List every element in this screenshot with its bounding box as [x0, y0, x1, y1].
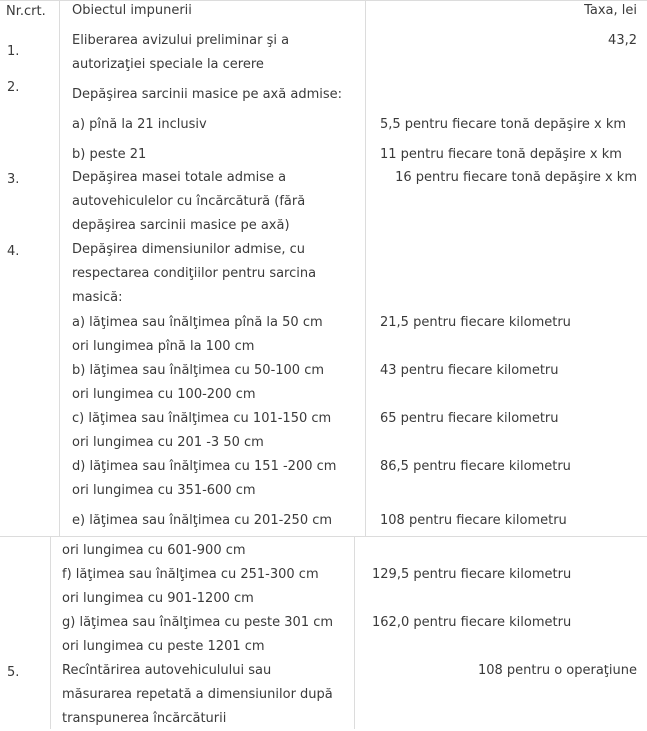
row-tax: 21,5 pentru fiecare kilometru: [380, 315, 571, 330]
row-object-line: f) lăţimea sau înălţimea cu 251-300 cm: [62, 567, 319, 582]
row-tax: 5,5 pentru fiecare tonă depăşire x km: [380, 117, 627, 132]
row-number: 2.: [7, 80, 20, 95]
row-object-line: c) lăţimea sau înălţimea cu 101-150 cm: [72, 411, 332, 426]
column-divider: [354, 536, 355, 729]
row-object-line: depăşirea sarcinii masice pe axă): [72, 218, 290, 233]
row-tax: 43 pentru fiecare kilometru: [380, 363, 559, 378]
column-divider: [365, 0, 366, 536]
row-object-line: respectarea condiţiilor pentru sarcina: [72, 266, 317, 281]
column-divider: [59, 0, 60, 536]
row-tax: 65 pentru fiecare kilometru: [380, 411, 559, 426]
row-object-line: masică:: [72, 290, 123, 305]
row-object-line: măsurarea repetată a dimensiunilor după: [62, 687, 333, 702]
row-object-line: a) pînă la 21 inclusiv: [72, 117, 207, 132]
row-tax: 162,0 pentru fiecare kilometru: [372, 615, 572, 630]
row-tax: 16 pentru fiecare tonă depăşire x km: [395, 170, 637, 185]
row-object-line: ori lungimea cu 901-1200 cm: [62, 591, 254, 606]
row-tax: 43,2: [608, 33, 637, 48]
row-object-line: ori lungimea cu 351-600 cm: [72, 483, 256, 498]
header-nr: Nr.crt.: [6, 4, 46, 19]
table-break-line: [0, 536, 647, 537]
row-object-line: b) peste 21: [72, 147, 147, 162]
row-tax: 108 pentru fiecare kilometru: [380, 513, 567, 528]
row-tax: 108 pentru o operaţiune: [477, 663, 637, 678]
row-object-line: autovehiculelor cu încărcătură (fără: [72, 194, 306, 209]
row-tax: 86,5 pentru fiecare kilometru: [380, 459, 571, 474]
row-object-line: d) lăţimea sau înălţimea cu 151 -200 cm: [72, 459, 337, 474]
row-object-line: b) lăţimea sau înălţimea cu 50-100 cm: [72, 363, 325, 378]
row-object-line: transpunerea încărcăturii: [62, 711, 227, 726]
row-tax: 129,5 pentru fiecare kilometru: [372, 567, 572, 582]
row-number: 5.: [7, 665, 20, 680]
row-number: 4.: [7, 244, 20, 259]
row-object-line: a) lăţimea sau înălţimea pînă la 50 cm: [72, 315, 323, 330]
row-tax: 11 pentru fiecare tonă depăşire x km: [380, 147, 622, 162]
row-object-line: ori lungimea pînă la 100 cm: [72, 339, 255, 354]
row-object-line: g) lăţimea sau înălţimea cu peste 301 cm: [62, 615, 334, 630]
row-object-line: ori lungimea cu 201 -3 50 cm: [72, 435, 264, 450]
row-object-line: Eliberarea avizului preliminar şi a: [72, 33, 290, 48]
row-object-line: ori lungimea cu peste 1201 cm: [62, 639, 265, 654]
row-object-line: Depăşirea sarcinii masice pe axă admise:: [72, 87, 342, 102]
row-number: 3.: [7, 172, 20, 187]
header-obiect: Obiectul impunerii: [72, 3, 192, 18]
column-divider: [50, 536, 51, 729]
row-object-line: Depăşirea masei totale admise a: [72, 170, 287, 185]
row-object-line: ori lungimea cu 601-900 cm: [62, 543, 246, 558]
row-object-line: ori lungimea cu 100-200 cm: [72, 387, 256, 402]
header-taxa: Taxa, lei: [584, 3, 637, 18]
row-object-line: e) lăţimea sau înălţimea cu 201-250 cm: [72, 513, 333, 528]
row-number: 1.: [7, 44, 20, 59]
row-object-line: Depăşirea dimensiunilor admise, cu: [72, 242, 305, 257]
row-object-line: Recîntărirea autovehiculului sau: [62, 663, 272, 678]
row-object-line: autorizaţiei speciale la cerere: [72, 57, 264, 72]
